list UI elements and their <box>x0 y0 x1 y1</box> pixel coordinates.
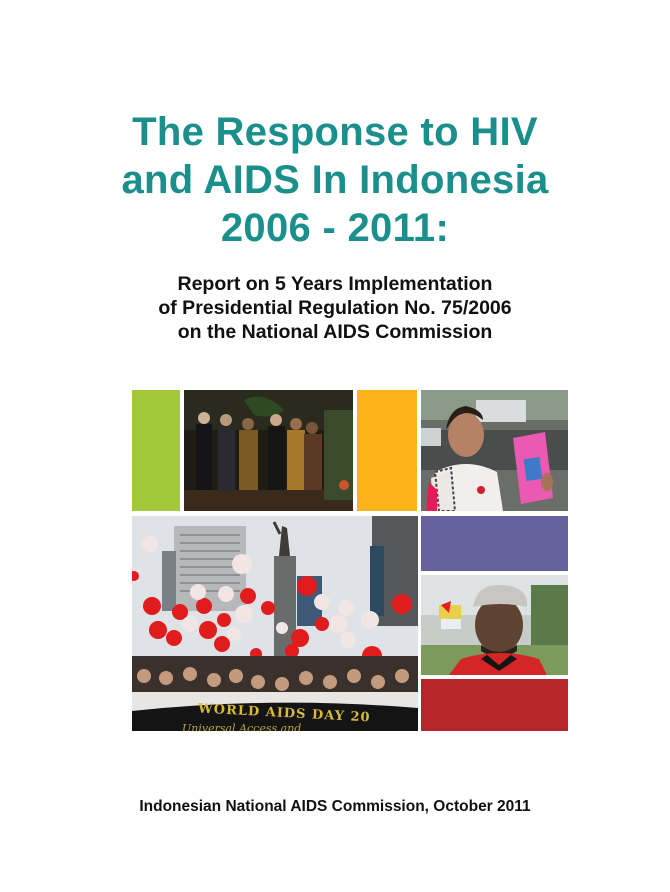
girl-with-booklet-photo <box>421 390 568 511</box>
orange-color-block <box>357 390 417 511</box>
subtitle-line-3: on the National AIDS Commission <box>177 321 493 343</box>
officials-photo <box>184 390 353 511</box>
world-aids-day-balloons-photo <box>132 516 418 731</box>
title-line-2: and AIDS In Indonesia <box>121 158 549 202</box>
world-aids-day-banner-text: WORLD AIDS DAY 20 <box>197 701 371 726</box>
man-with-cap-photo <box>421 575 568 675</box>
purple-color-block <box>421 516 568 571</box>
green-color-block <box>132 390 180 511</box>
title-line-3: 2006 - 2011: <box>220 206 450 250</box>
report-subtitle <box>0 272 670 344</box>
title-line-1: The Response to HIV <box>132 110 538 154</box>
world-aids-day-banner-subtext: Universal Access and <box>182 722 302 731</box>
red-color-block <box>421 679 568 731</box>
report-title <box>0 108 670 252</box>
publisher-footer: Indonesian National AIDS Commission, October 2011 <box>139 798 531 815</box>
subtitle-line-2: of Presidential Regulation No. 75/2006 <box>158 297 512 319</box>
subtitle-line-1: Report on 5 Years Implementation <box>177 273 493 295</box>
